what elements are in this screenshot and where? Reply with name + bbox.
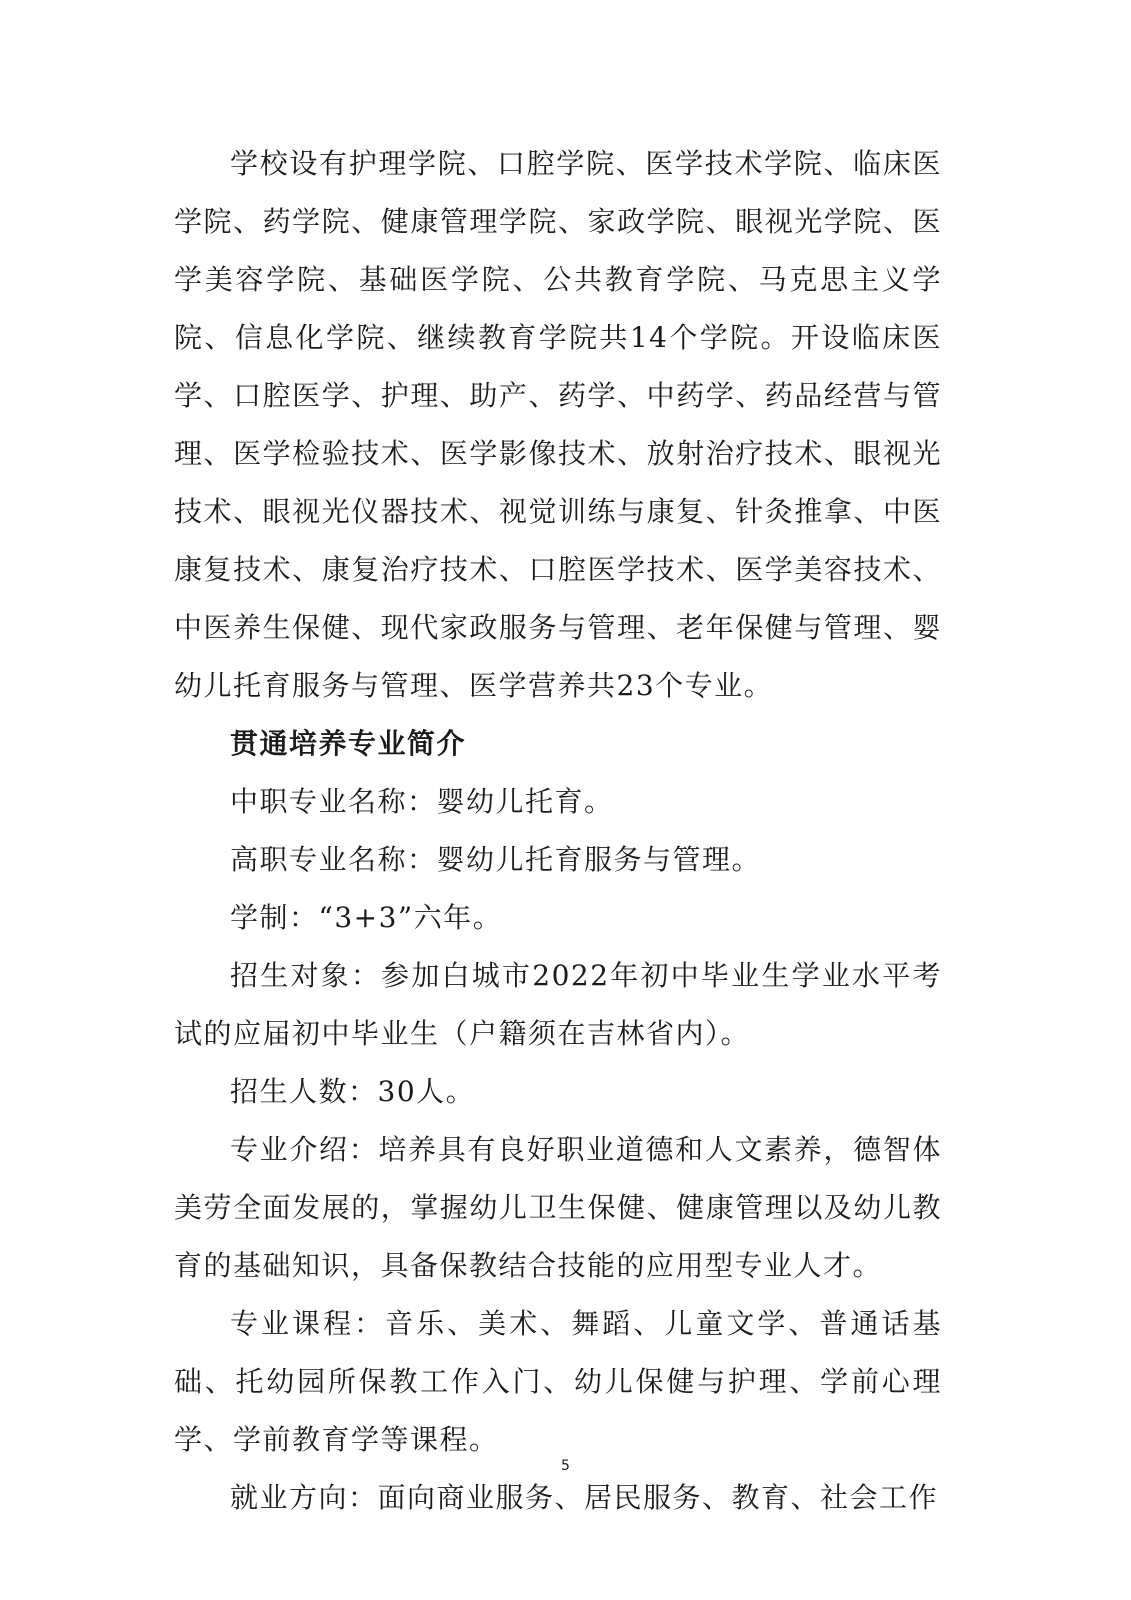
body-text: [174, 135, 942, 1527]
intro-paragraph: 学校设有护理学院、口腔学院、医学技术学院、临床医学院、药学院、健康管理学院、家政学院、眼视光学院、医学美容学院、基础医学院、公共教育学院、马克思主义学院、信息化学院、继续教育学院共14个学院。开设临床医学、口腔医学、护理、助产、药学、中药学、药品经营与管理、医学检验技术、医学影像技术、放射治疗技术、眼视光技术、眼视光仪器技术、视觉训练与康复、针灸推拿、中医康复技术、康复治疗技术、口腔医学技术、医学美容技术、中医养生保健、现代家政服务与管理、老年保健与管理、婴幼儿托育服务与管理、医学营养共23个专业。: [174, 147, 942, 702]
courses-paragraph: 专业课程：音乐、美术、舞蹈、儿童文学、普通话基础、托幼园所保教工作入门、幼儿保健与护理、学前心理学、学前教育学等课程。: [174, 1307, 942, 1456]
introduction-paragraph: 专业介绍：培养具有良好职业道德和人文素养，德智体美劳全面发展的，掌握幼儿卫生保健、健康管理以及幼儿教育的基础知识，具备保教结合技能的应用型专业人才。: [174, 1133, 942, 1282]
section-heading: 贯通培养专业简介: [230, 727, 467, 760]
enrollment-paragraph: 招生人数：30人。: [230, 1075, 476, 1108]
employment-paragraph: 就业方向：面向商业服务、居民服务、教育、社会工作: [230, 1481, 939, 1514]
page-number: 5: [561, 1458, 570, 1474]
higher-major-paragraph: 高职专业名称：婴幼儿托育服务与管理。: [230, 843, 762, 876]
secondary-major-paragraph: 中职专业名称：婴幼儿托育。: [230, 785, 614, 818]
duration-paragraph: 学制：“3+3”六年。: [230, 901, 503, 934]
target-students-paragraph: 招生对象：参加白城市2022年初中毕业生学业水平考试的应届初中毕业生（户籍须在吉林省内）。: [174, 959, 942, 1050]
